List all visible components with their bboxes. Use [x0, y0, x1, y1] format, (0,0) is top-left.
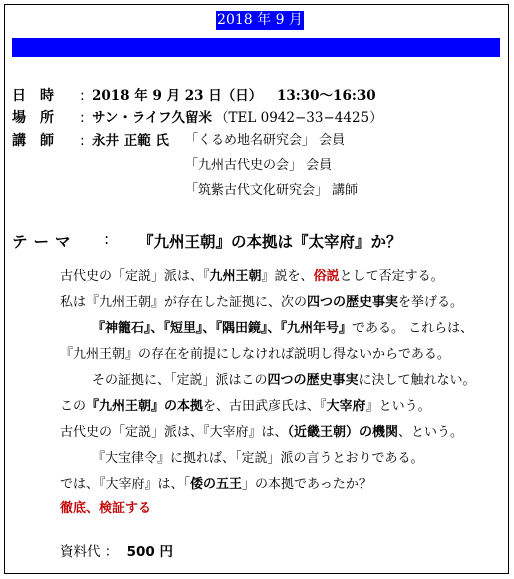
conclusion-text: 徹底、検証する	[60, 501, 152, 516]
colon: :	[104, 230, 110, 248]
theme-label: テーマ	[12, 233, 77, 251]
text: を、古田武彦氏は、『	[203, 399, 327, 414]
title-banner	[12, 38, 500, 93]
venue-name: サン・ライフ久留米	[92, 110, 213, 126]
text: 俗説	[313, 269, 340, 284]
speaker-label: 講 師	[12, 133, 54, 149]
text: に決して触れない。	[358, 373, 476, 388]
body-line-6	[60, 398, 431, 416]
text: 四つの歴史事実	[267, 373, 359, 388]
text: 『九州王朝』の存在を前提にしなければ説明し得ないからである。	[60, 347, 450, 362]
speaker-name: 永井 正範 氏	[92, 133, 169, 149]
speaker-affiliation-1: 「くるめ地名研究会」 会員	[185, 133, 346, 148]
text: では、『大宰府』は、「	[60, 477, 191, 492]
body-line-10	[60, 500, 151, 518]
body-line-5	[92, 372, 476, 390]
theme-text: 『九州王朝』の本拠は『太宰府』か？	[138, 233, 402, 251]
venue-phone: （TEL 0942−33−4425）	[215, 110, 383, 126]
body-line-1	[60, 268, 444, 286]
text: （近畿王朝）の機関	[287, 425, 399, 440]
text: 」の本拠であったか？	[242, 477, 372, 492]
text: 』説を、	[261, 269, 314, 284]
text: 古代史の「定説」派は、『	[60, 269, 210, 284]
text: を挙げる。	[398, 295, 464, 310]
text: 『大宝律令』に拠れば、「定説」派の言うとおりである。	[92, 451, 424, 466]
body-line-4	[60, 346, 450, 364]
body-line-9	[60, 476, 372, 494]
body-line-7	[60, 424, 463, 442]
text: 九州王朝	[209, 269, 262, 284]
fee-row	[60, 543, 173, 561]
session-number: 再建第 29 回	[95, 58, 178, 74]
text: 『神籠石』、『短里』、『隅田鏡』、『九州年号』	[92, 321, 353, 336]
body-line-2	[60, 294, 463, 312]
colon: :	[80, 88, 85, 104]
text: 、という。	[398, 425, 464, 440]
text: 』という。	[365, 399, 431, 414]
text: として否定する。	[339, 269, 444, 284]
time-value: 13:30〜16:30	[277, 88, 376, 104]
text: 私は『九州王朝』が存在した証拠に、次の	[60, 295, 308, 310]
body-line-8	[92, 450, 424, 468]
text: 倭の五王	[190, 477, 243, 492]
speaker-affiliation-2: 「九州古代史の会」 会員	[185, 158, 333, 173]
text: この	[60, 399, 87, 414]
fee-label: 資料代 ：	[60, 544, 119, 560]
text: その証拠に、「定説」派はこの	[92, 373, 268, 388]
speaker-affiliation-3: 「筑紫古代文化研究会」 講師	[185, 183, 359, 198]
colon: :	[80, 133, 85, 149]
text: である。 これらは、	[352, 321, 474, 336]
society-name: くるめ地名研究会	[219, 77, 331, 93]
fee-value: 500 円	[126, 544, 173, 560]
text: 『九州王朝』の本拠	[86, 399, 204, 414]
body-line-3	[92, 320, 473, 338]
text: 大宰府	[326, 399, 366, 414]
date-banner: 2018 年 9 月	[217, 12, 303, 28]
date-value: 2018 年 9 月 23 日（日）	[92, 88, 263, 104]
date-label: 日 時	[12, 88, 54, 104]
text: 古代史の「定説」派は、『大宰府』は、	[60, 425, 288, 440]
place-label: 場 所	[12, 110, 54, 126]
theme-row	[12, 230, 402, 252]
text: 四つの歴史事実	[307, 295, 399, 310]
colon: :	[80, 110, 85, 126]
